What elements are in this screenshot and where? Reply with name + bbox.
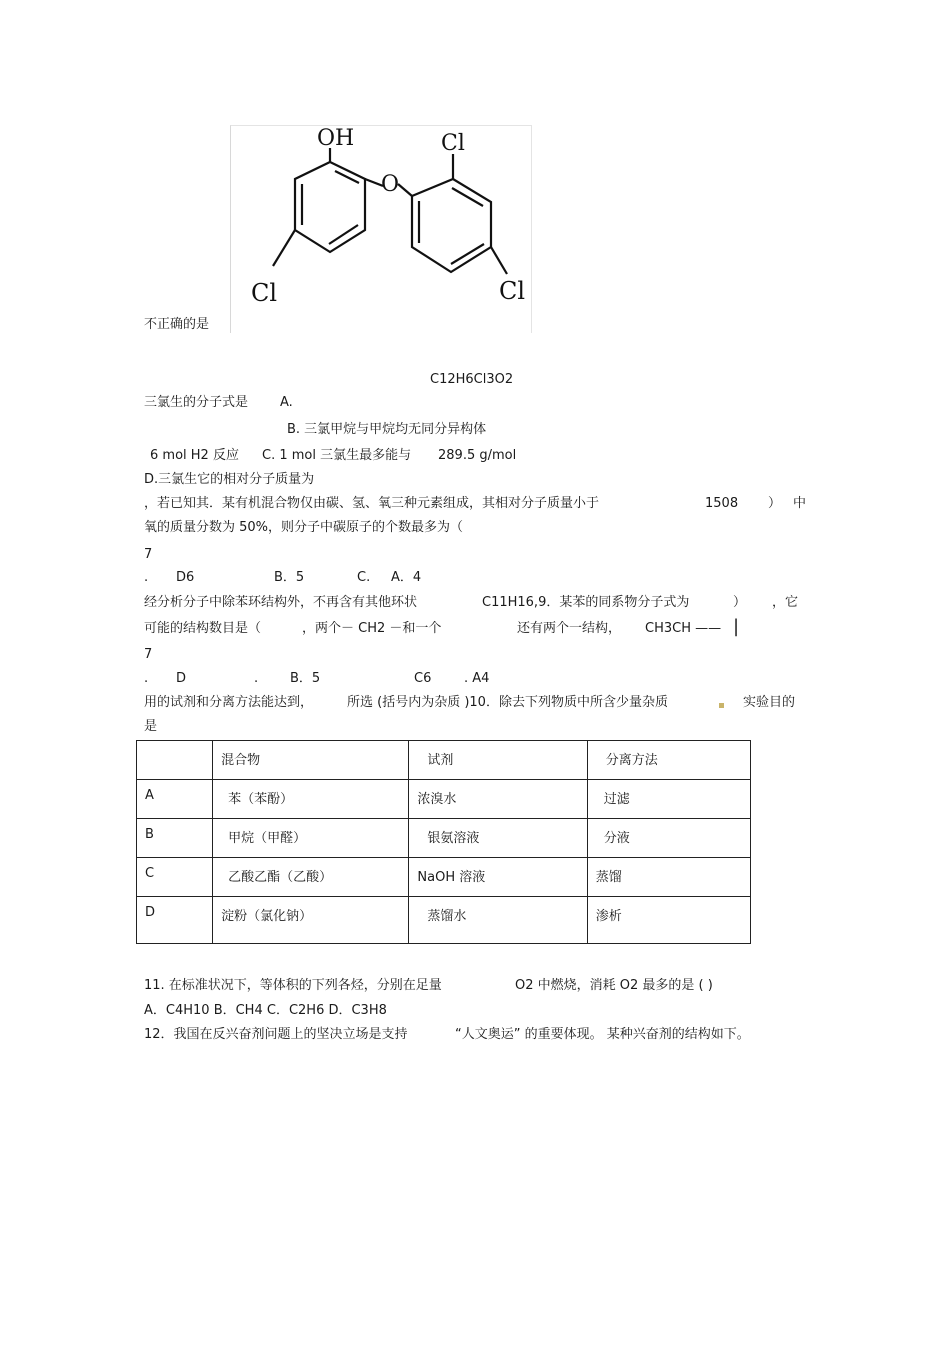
text-line: 还有两个一结构， bbox=[517, 621, 622, 636]
text-line: . bbox=[144, 570, 149, 585]
option-text: B. 三氯甲烷与甲烷均无同分异构体 bbox=[287, 422, 487, 437]
triclosan-structure bbox=[231, 126, 531, 333]
text-line: 经分析分子中除苯环结构外，不再含有其他环状 bbox=[144, 595, 418, 610]
text-line: 三氯生的分子式是 bbox=[144, 395, 249, 410]
table-cell: 分液 bbox=[587, 819, 750, 858]
table-cell: 蒸馏 bbox=[587, 858, 750, 897]
formula-text: C12H6Cl3O2 bbox=[430, 372, 514, 387]
table-cell: C bbox=[137, 858, 213, 897]
table-cell: 银氨溶液 bbox=[409, 819, 587, 858]
text-line: 6 mol H2 反应 bbox=[150, 448, 239, 463]
table-cell: A bbox=[137, 780, 213, 819]
cl-left-label: Cl bbox=[251, 279, 278, 307]
option-text: B．5 bbox=[274, 570, 305, 585]
table-row bbox=[137, 819, 751, 858]
text-line: 实验目的 bbox=[743, 695, 796, 710]
table-cell: 浓溴水 bbox=[409, 780, 587, 819]
text-line: ） bbox=[733, 595, 747, 610]
text-line: . bbox=[254, 671, 259, 686]
option-label: A. bbox=[280, 395, 293, 410]
table-cell: 淀粉（氯化钠） bbox=[213, 897, 409, 944]
text-line: ） bbox=[768, 496, 782, 511]
o-label: O bbox=[381, 172, 400, 197]
text-line: 289.5 g/mol bbox=[438, 448, 517, 463]
text-line: CH3CH —— bbox=[645, 621, 722, 636]
text-line: 1508 bbox=[705, 496, 739, 511]
table-header-cell: 混合物 bbox=[213, 741, 409, 780]
text-line: 可能的结构数目是（ bbox=[144, 621, 262, 636]
table-cell: 甲烷（甲醛） bbox=[213, 819, 409, 858]
bond-bar: | bbox=[733, 616, 740, 637]
option-text: B．5 bbox=[290, 671, 321, 686]
question-11-tail: O2 中燃烧，消耗 O2 最多的是 ( ) bbox=[515, 978, 713, 993]
text-line: 氧的质量分数为 50%，则分子中碳原子的个数最多为（ bbox=[144, 520, 464, 535]
option-text: D bbox=[176, 671, 187, 686]
table-row bbox=[137, 897, 751, 944]
table-cell: 苯（苯酚） bbox=[213, 780, 409, 819]
table-header-cell: 分离方法 bbox=[587, 741, 750, 780]
table-cell: NaOH 溶液 bbox=[409, 858, 587, 897]
text-line: 用的试剂和分离方法能达到， bbox=[144, 695, 314, 710]
text-line: C11H16,9．某苯的同系物分子式为 bbox=[482, 595, 690, 610]
option-text: C6 bbox=[414, 671, 432, 686]
oh-label: OH bbox=[317, 126, 355, 151]
table-cell: 过滤 bbox=[587, 780, 750, 819]
text-line: 不正确的是 bbox=[144, 317, 210, 332]
option-text: D6 bbox=[176, 570, 195, 585]
question-12: 12．我国在反兴奋剂问题上的坚决立场是支持 bbox=[144, 1027, 408, 1042]
table-header-row bbox=[137, 741, 751, 780]
question-11: 11. 在标准状况下，等体积的下列各烃，分别在足量 bbox=[144, 978, 442, 993]
molecule-figure bbox=[230, 125, 532, 333]
text-line: ，它 bbox=[772, 595, 799, 610]
question-11-options: A．C4H10 B．CH4 C．C2H6 D．C3H8 bbox=[144, 1003, 387, 1018]
cl-top-label: Cl bbox=[441, 131, 465, 156]
table-header-cell: 试剂 bbox=[409, 741, 587, 780]
option-text: . A4 bbox=[464, 671, 490, 686]
text-line: 是 bbox=[144, 719, 158, 734]
question-12-tail: “人文奥运” 的重要体现。 某种兴奋剂的结构如下。 bbox=[455, 1027, 750, 1042]
option-text: C. 1 mol 三氯生最多能与 bbox=[262, 448, 412, 463]
table-cell: 蒸馏水 bbox=[409, 897, 587, 944]
impurity-table bbox=[136, 740, 751, 944]
table-cell: 渗析 bbox=[587, 897, 750, 944]
text-line: . bbox=[144, 671, 149, 686]
option-text: A．4 bbox=[391, 570, 422, 585]
text-line: 中 bbox=[793, 496, 807, 511]
table-row bbox=[137, 858, 751, 897]
text-line: 7 bbox=[144, 647, 153, 662]
structure-bonds bbox=[273, 148, 507, 274]
cl-right-label: Cl bbox=[499, 277, 526, 305]
option-text: C. bbox=[357, 570, 371, 585]
table-cell: B bbox=[137, 819, 213, 858]
table-cell: D bbox=[137, 897, 213, 944]
text-line: 所选 (括号内为杂质 )10．除去下列物质中所含少量杂质 bbox=[347, 695, 668, 710]
text-line: ，两个－ CH2 －和一个 bbox=[302, 621, 442, 636]
table-cell bbox=[137, 741, 213, 780]
artifact-dot bbox=[719, 703, 724, 708]
text-line: 7 bbox=[144, 547, 153, 562]
table-row bbox=[137, 780, 751, 819]
option-text: D.三氯生它的相对分子质量为 bbox=[144, 472, 315, 487]
text-line: ，若已知其．某有机混合物仅由碳、氢、氧三种元素组成，其相对分子质量小于 bbox=[144, 496, 600, 511]
table-cell: 乙酸乙酯（乙酸） bbox=[213, 858, 409, 897]
